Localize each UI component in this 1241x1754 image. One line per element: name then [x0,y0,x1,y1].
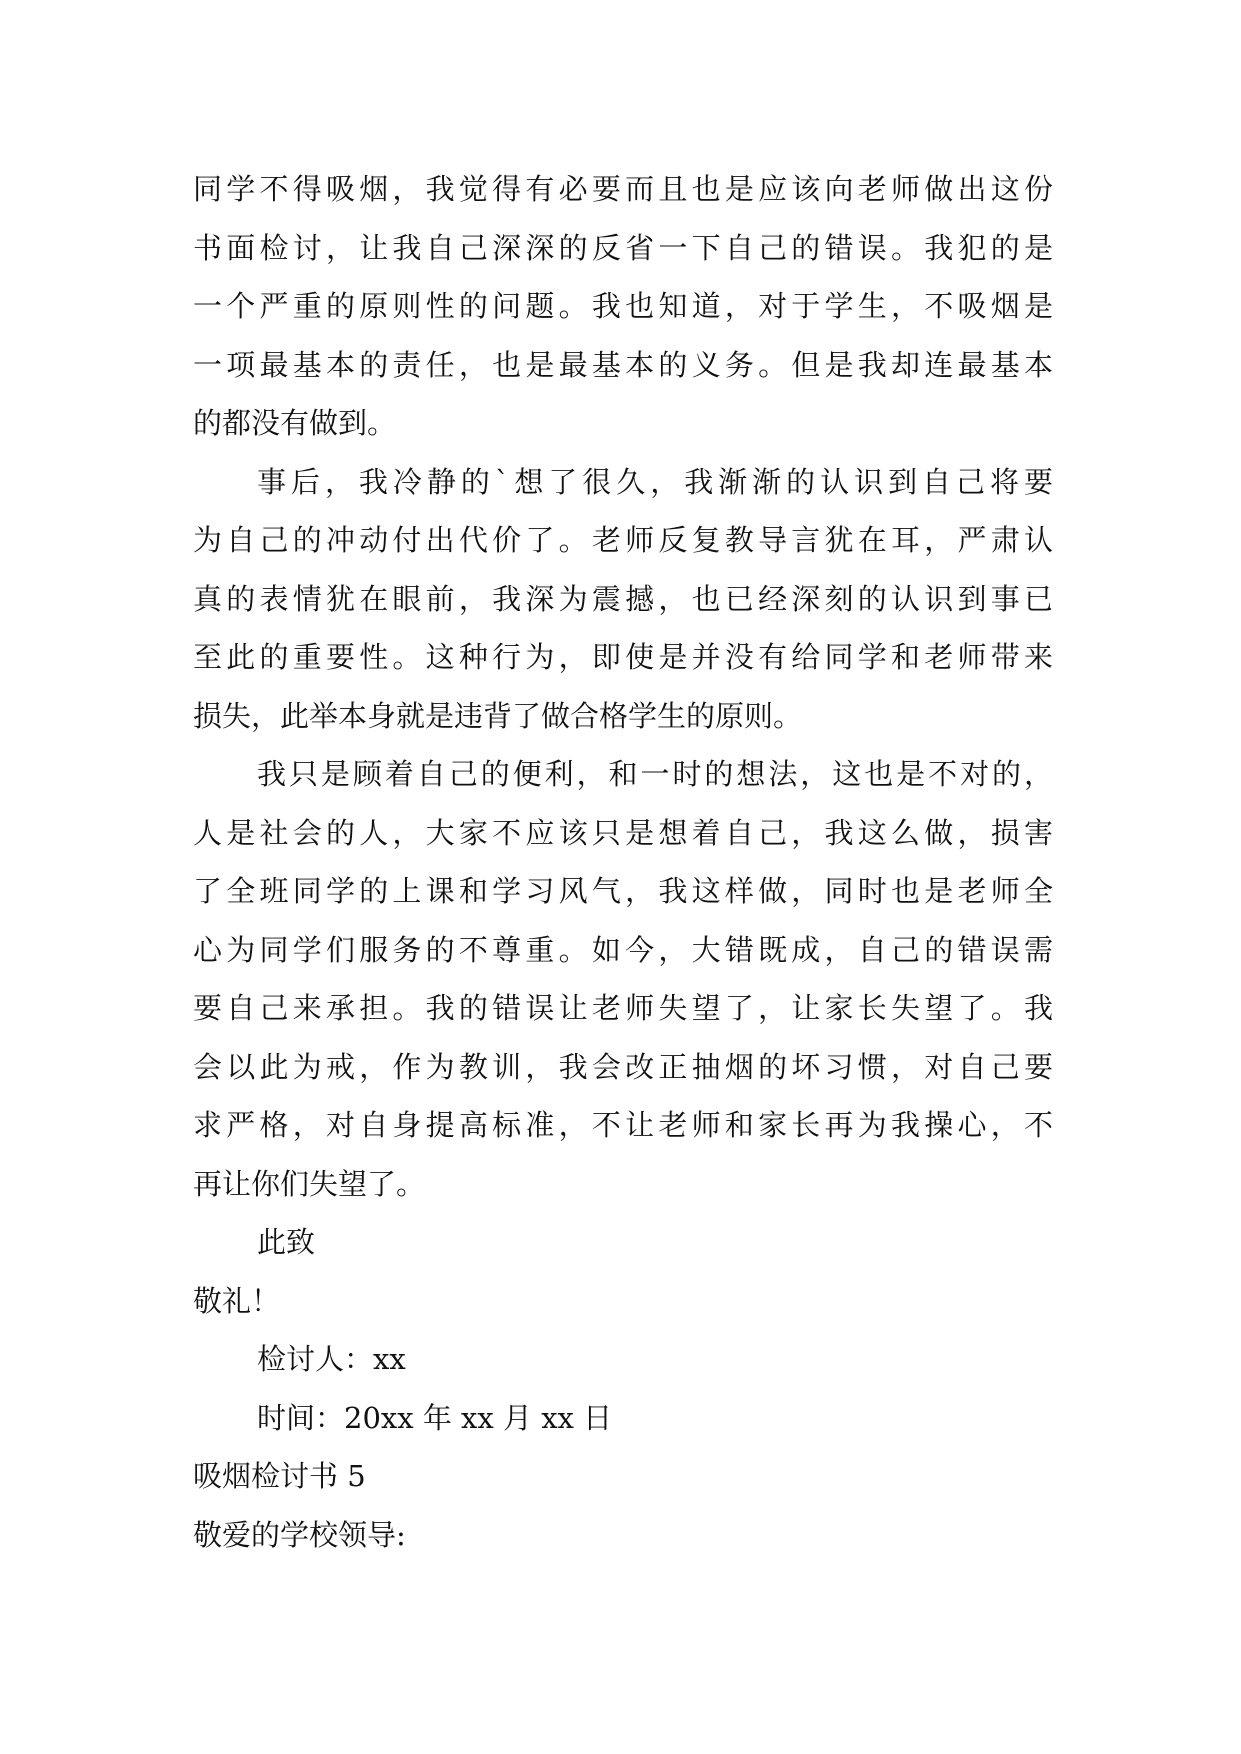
text-line: 真的表情犹在眼前，我深为震撼，也已经深刻的认识到事已 [193,581,1053,616]
greeting-line: 敬爱的学校领导: [193,1517,406,1552]
date-line: 时间：20xx 年 xx 月 xx 日 [257,1400,613,1435]
text-line: 心为同学们服务的不尊重。如今，大错既成，自己的错误需 [193,932,1053,967]
text-line: 书面检讨，让我自己深深的反省一下自己的错误。我犯的是 [193,230,1053,265]
text-line: 了全班同学的上课和学习风气，我这样做，同时也是老师全 [193,874,1053,908]
text-line: 求严格，对自身提高标准，不让老师和家长再为我操心，不 [193,1108,1053,1142]
text-line: 会以此为戒，作为教训，我会改正抽烟的坏习惯，对自己要 [193,1049,1053,1084]
text-line: 至此的重要性。这种行为，即使是并没有给同学和老师带来 [193,640,1053,674]
text-line: 再让你们失望了。 [193,1166,426,1201]
text-line: 要自己来承担。我的错误让老师失望了，让家长失望了。我 [193,991,1053,1025]
paragraph-first-line: 我只是顾着自己的便利，和一时的想法，这也是不对的， [257,757,1053,791]
text-line: 人是社会的人，大家不应该只是想着自己，我这么做，损害 [193,815,1053,850]
document-body [193,160,1053,1564]
text-line: 的都没有做到。 [193,406,397,440]
closing-regards: 敬礼！ [193,1283,281,1318]
paragraph-first-line: 事后，我冷静的`想了很久，我渐渐的认识到自己将要 [257,464,1053,499]
text-line: 为自己的冲动付出代价了。老师反复教导言犹在耳，严肃认 [193,523,1053,557]
text-line: 一个严重的原则性的问题。我也知道，对于学生，不吸烟是 [193,289,1053,323]
signature-line: 检讨人：xx [257,1342,406,1376]
text-line: 损失，此举本身就是违背了做合格学生的原则。 [193,698,803,733]
closing-salutation: 此致 [257,1225,316,1259]
text-line: 同学不得吸烟，我觉得有必要而且也是应该向老师做出这份 [193,172,1053,206]
section-title: 吸烟检讨书 5 [193,1459,366,1493]
text-line: 一项最基本的责任，也是最基本的义务。但是我却连最基本 [193,347,1053,382]
